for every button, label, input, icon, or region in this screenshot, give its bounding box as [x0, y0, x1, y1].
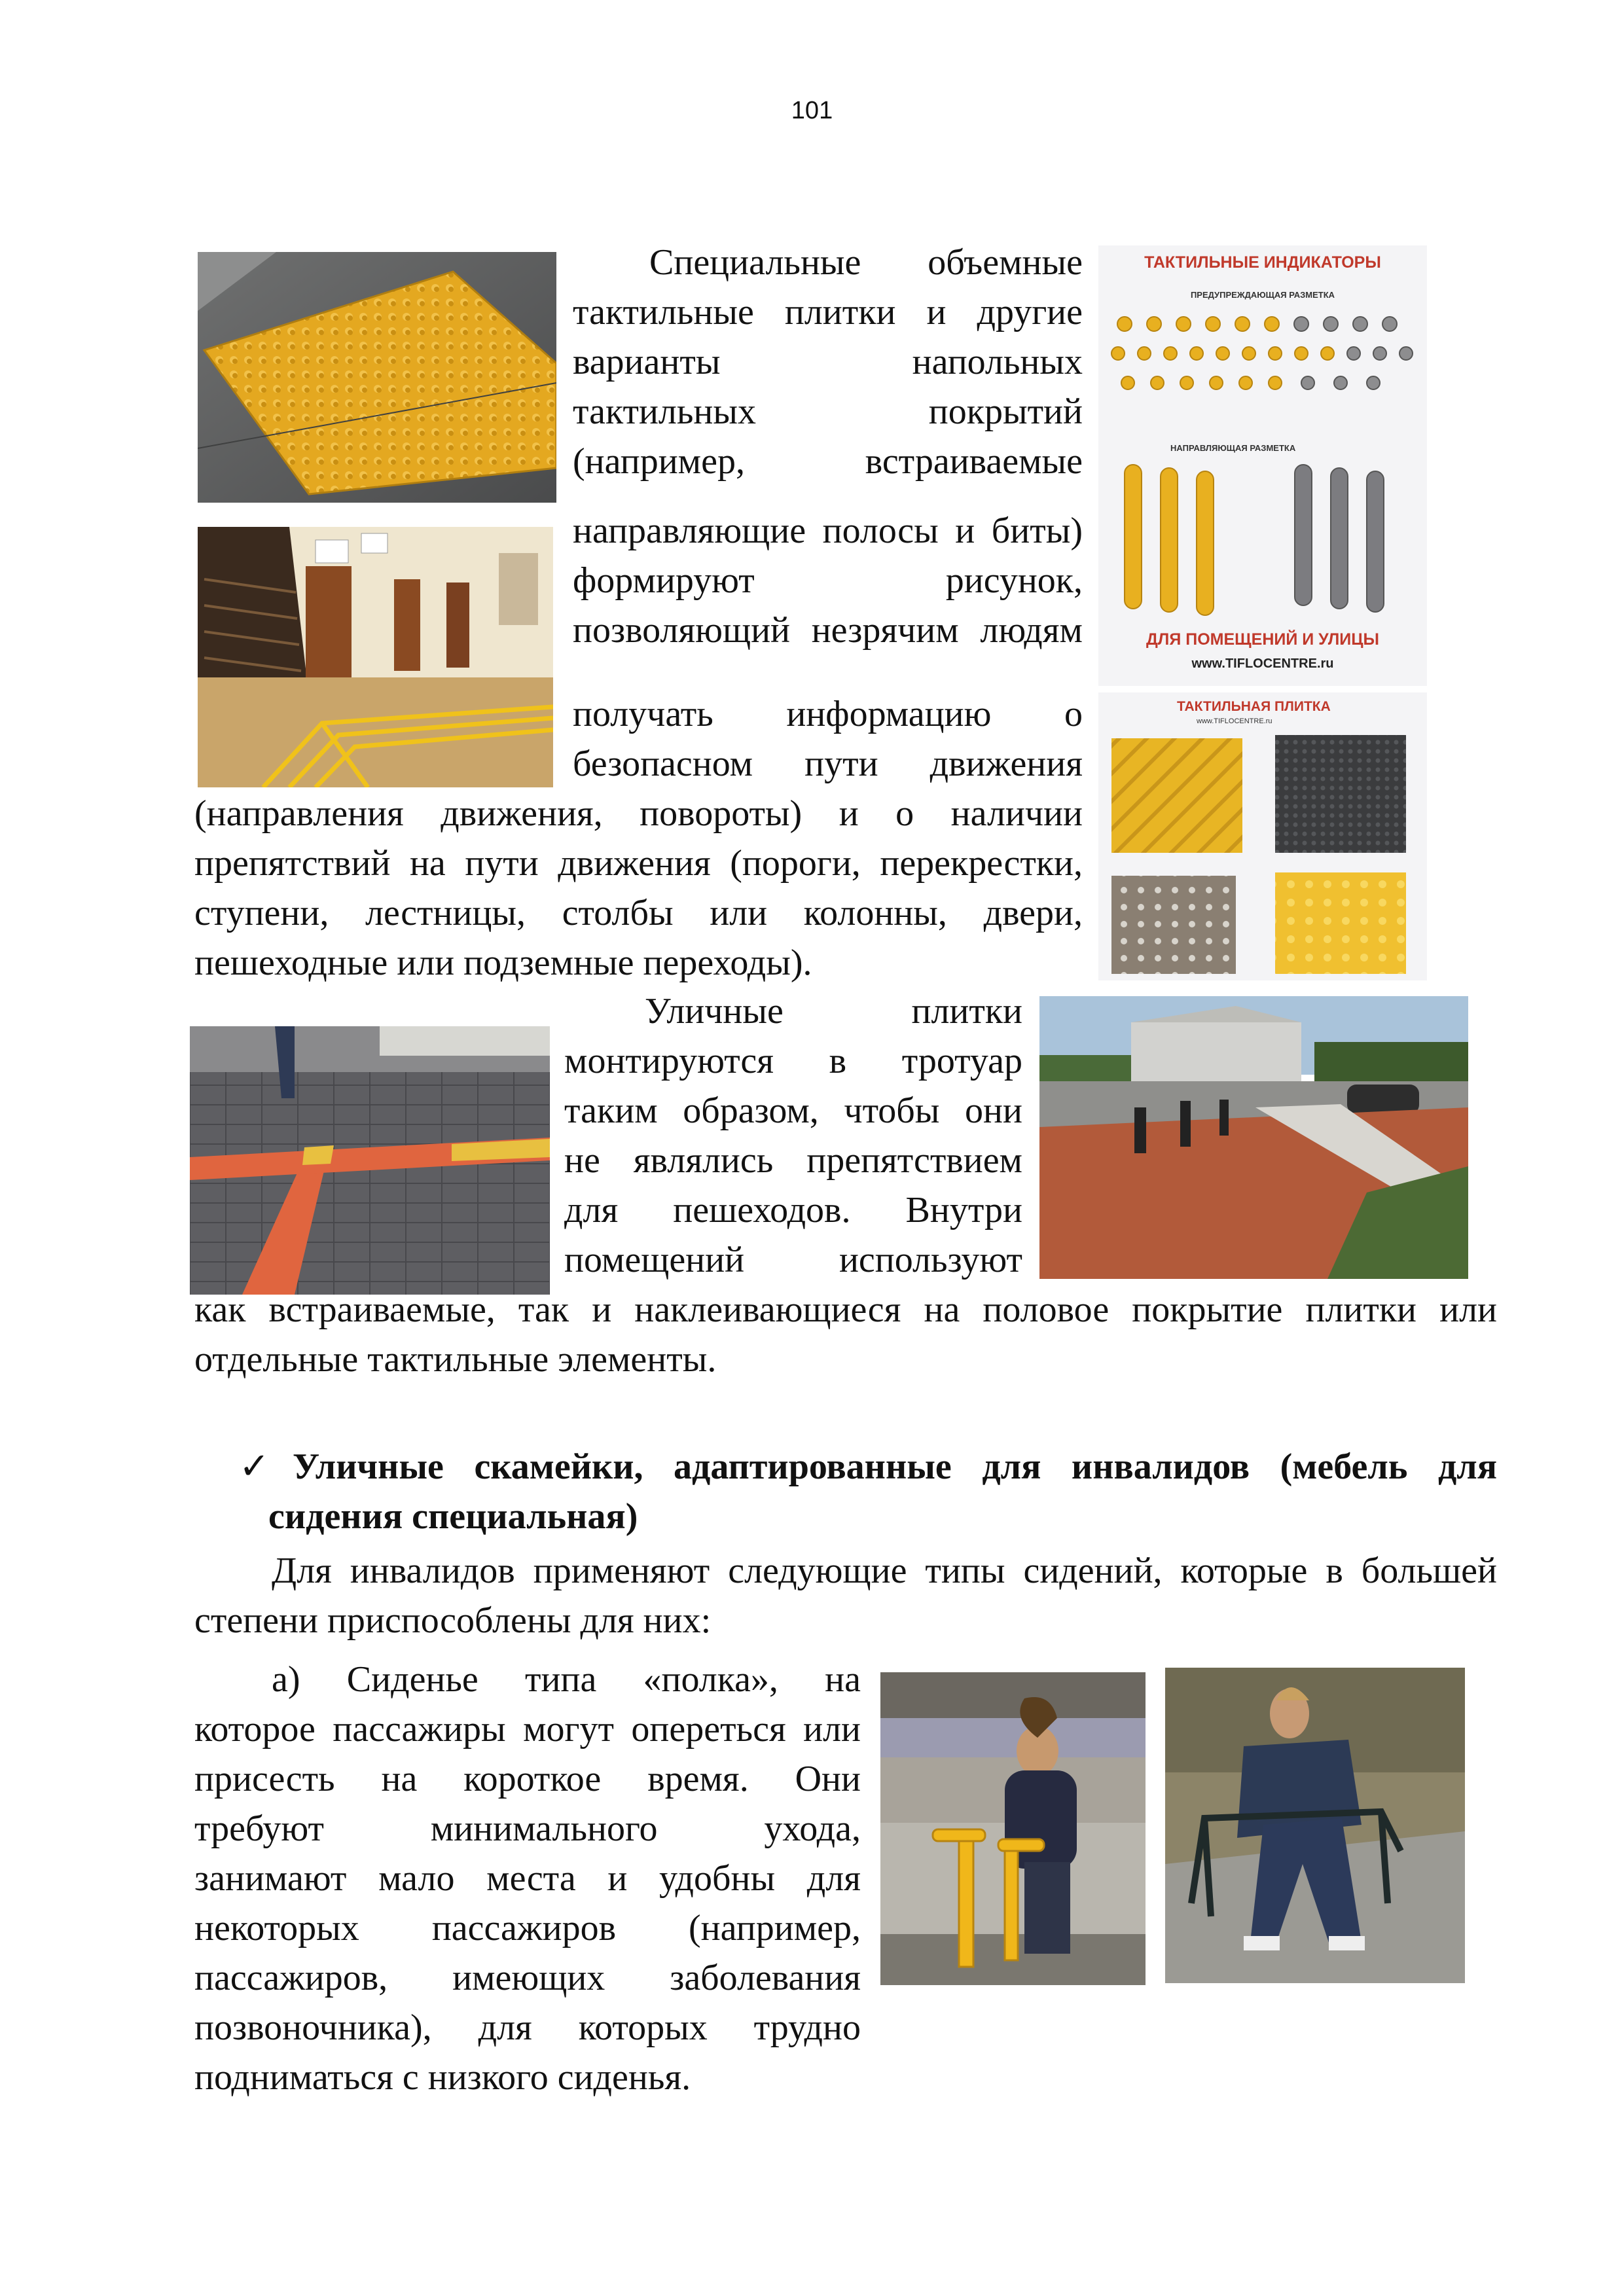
check-bullet-icon: ✓ — [239, 1446, 270, 1487]
para1-line-6: направляющие полосы и биты) — [573, 511, 1083, 551]
para4-line-3: присесть на короткое время. Они — [194, 1759, 861, 1799]
para4-line-7: пассажиров, имеющих заболевания — [194, 1958, 861, 1998]
para2-line-5: для пешеходов. Внутри — [564, 1190, 1022, 1230]
para1-line-3: варианты напольных — [573, 342, 1083, 382]
para4-line-4: требуют минимального ухода, — [194, 1808, 861, 1849]
para1-line-13: ступени, лестницы, столбы или колонны, двери, — [194, 893, 1083, 933]
para1-line-9: получать информацию о — [573, 694, 1083, 734]
poster-footer: ДЛЯ ПОМЕЩЕНИЙ И УЛИЦЫ — [1146, 630, 1380, 649]
para1-line-7: формируют рисунок, — [573, 560, 1083, 601]
para4-line-6: некоторых пассажиров (например, — [194, 1908, 861, 1948]
para2-line-7: как встраиваемые, так и наклеивающиеся на половое покрытие плитки или — [194, 1289, 1497, 1330]
para1-line-8: позволяющий незрячим людям — [573, 610, 1083, 651]
para4-line-8: позвоночника), для которых трудно — [194, 2007, 861, 2048]
para1-line-4: тактильных покрытий — [573, 391, 1083, 432]
para1-line-1: Специальные объемные — [649, 242, 1083, 283]
para4-line-2: которое пассажиры могут опереться или — [194, 1709, 861, 1749]
para1-line-10: безопасном пути движения — [573, 744, 1083, 784]
tiles-poster-website: www.TIFLOCENTRE.ru — [1197, 717, 1272, 725]
poster-subtitle-warning: ПРЕДУПРЕЖДАЮЩАЯ РАЗМЕТКА — [1190, 290, 1335, 300]
para2-line-3: таким образом, чтобы они — [564, 1090, 1022, 1131]
para1-line-11: (направления движения, повороты) и о наличии — [194, 793, 1083, 834]
para1-line-5: (например, встраиваемые — [573, 441, 1083, 482]
para1-line-2: тактильные плитки и другие — [573, 292, 1083, 332]
para2-line-6: помещений используют — [564, 1240, 1022, 1280]
para4-line-1: а) Сиденье типа «полка», на — [272, 1659, 861, 1700]
para2-line-4: не являлись препятствием — [564, 1140, 1022, 1181]
para4-line-9: подниматься с низкого сиденья. — [194, 2057, 691, 2098]
corridor-guide-strips-photo — [198, 527, 553, 787]
tactile-indicators-poster — [1098, 245, 1427, 686]
tactile-tile-photo — [198, 252, 556, 503]
page-number: 101 — [791, 97, 833, 124]
para2-line-2: монтируются в тротуар — [564, 1041, 1022, 1081]
para2-line-1: Уличные плитки — [645, 991, 1022, 1031]
tiles-poster-title: ТАКТИЛЬНАЯ ПЛИТКА — [1177, 699, 1331, 714]
para2-line-8: отдельные тактильные элементы. — [194, 1339, 717, 1380]
tactile-tiles-poster — [1098, 692, 1427, 980]
street-crossing-photo — [1039, 996, 1468, 1279]
section-heading-line-2: сидения специальная) — [268, 1496, 638, 1537]
para3-line-2: степени приспособлены для них: — [194, 1600, 712, 1641]
poster-subtitle-guiding: НАПРАВЛЯЮЩАЯ РАЗМЕТКА — [1170, 443, 1296, 453]
poster-title: ТАКТИЛЬНЫЕ ИНДИКАТОРЫ — [1144, 253, 1381, 272]
bench-lean-photo — [1165, 1668, 1465, 1983]
para1-line-12: препятствий на пути движения (пороги, перекрестки, — [194, 843, 1083, 884]
para4-line-5: занимают мало места и удобны для — [194, 1858, 861, 1899]
floor-stripes-photo — [190, 1026, 550, 1295]
section-heading-line-1: Уличные скамейки, адаптированные для инвалидов (мебель для — [293, 1446, 1497, 1487]
para1-line-14: пешеходные или подземные переходы). — [194, 942, 812, 983]
para3-line-1: Для инвалидов применяют следующие типы сидений, которые в большей — [272, 1551, 1497, 1591]
shelf-seat-photo — [880, 1672, 1146, 1985]
poster-website: www.TIFLOCENTRE.ru — [1191, 656, 1334, 671]
